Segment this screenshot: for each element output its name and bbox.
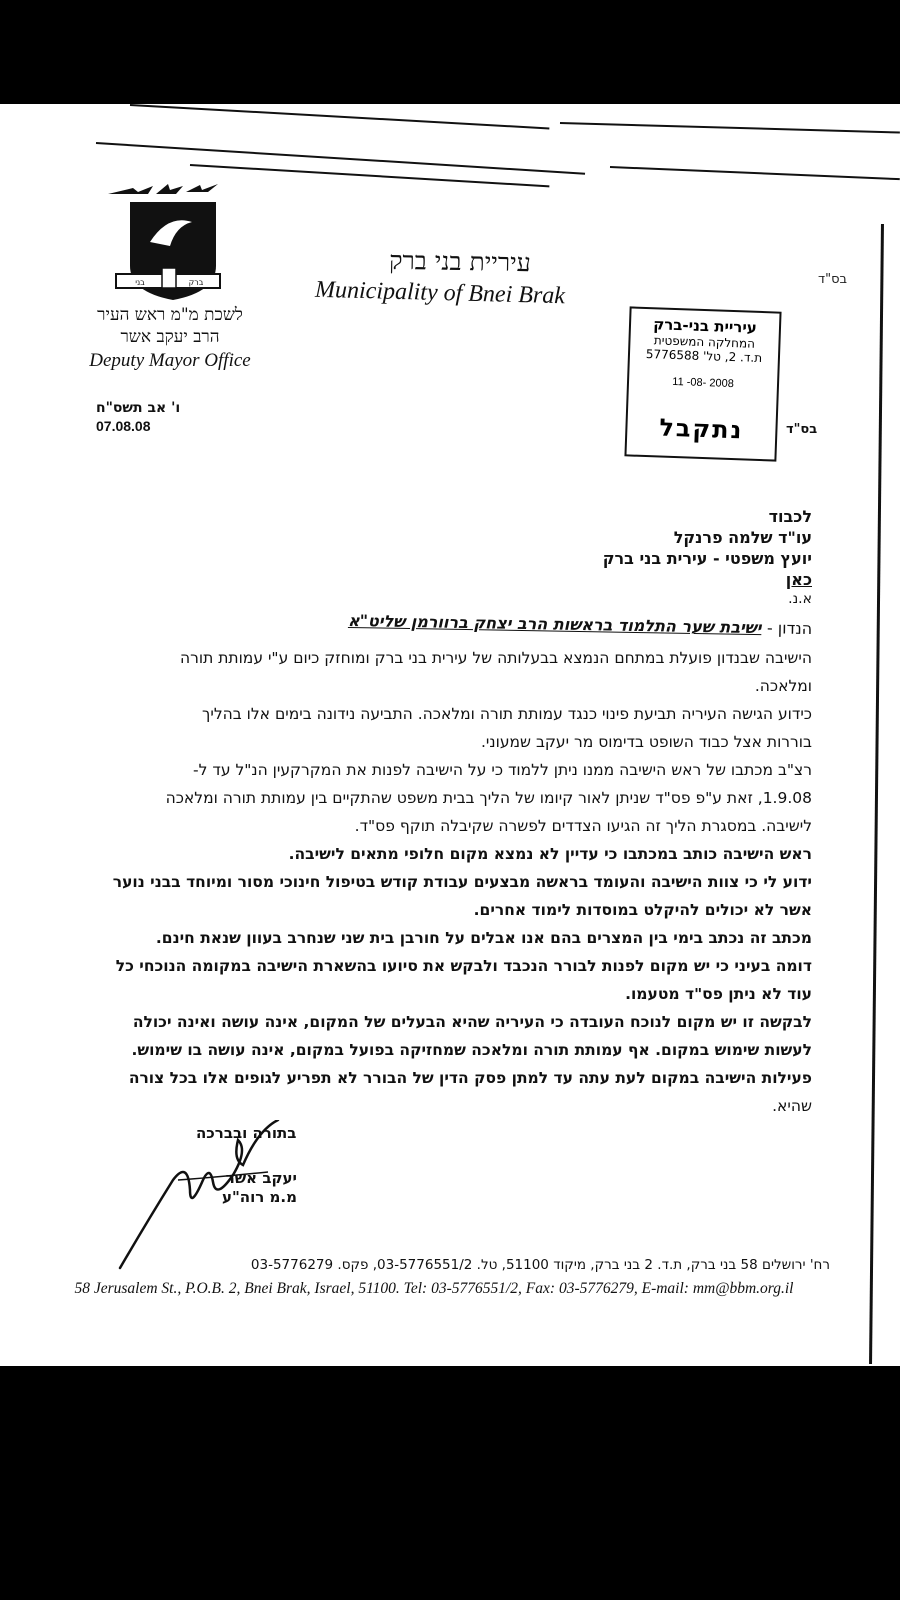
body-line: אשר לא יכולים להיקלט במוסדות לימוד אחרים. xyxy=(473,901,812,919)
stamp-status: נתקבל xyxy=(658,413,744,445)
office-name-english: Deputy Mayor Office xyxy=(89,350,251,371)
letter-body xyxy=(52,644,812,1120)
page-edge xyxy=(869,224,884,1364)
body-line: דומה בעיני כי יש מקום לפנות לבורר הנכבד ולבקש את סיועו בהשארת הישיבה במקומה הנוכחי כל xyxy=(115,957,812,975)
body-line: הישיבה שבנדון פועלת במתחם הנמצא בבעלותה של עירית בני ברק ומוחזק כיום ע"י עמותת תורה xyxy=(180,649,812,667)
signer-name: יעקב אשר xyxy=(225,1169,297,1187)
recipient-name: עו"ד שלמה פרנקל xyxy=(673,528,812,547)
stamp-contact: ת.ד. 2, טל' 5776588 xyxy=(645,346,763,366)
svg-text:בני: בני xyxy=(135,278,145,287)
greeting: א.נ. xyxy=(788,591,812,607)
recipient-salutation: לכבוד xyxy=(768,507,812,526)
bsd-second: בס"ד xyxy=(786,422,818,437)
subject-line xyxy=(348,611,812,638)
subject-text: ישיבת שער התלמוד בראשות הרב יצחק ברוורמן שליט"א xyxy=(347,610,762,638)
office-name-hebrew xyxy=(60,304,280,348)
body-line: פעילות הישיבה במקום לעת עתה עד למתן פסק הדין של הבורר לא תפריע לגופים אלו בכל צורה xyxy=(128,1069,812,1087)
scan-artifact-line xyxy=(130,104,549,129)
recipient-location: כאן xyxy=(785,570,812,589)
received-stamp xyxy=(624,306,781,461)
stamp-city: עיריית בני-ברק xyxy=(652,315,758,337)
recipient-title: יועץ משפטי - עירית בני ברק xyxy=(602,549,812,568)
footer-address-hebrew: רח' ירושלים 58 בני ברק, ת.ד. 2 בני ברק, מיקוד 51100, טל. 03-5776551/2, פקס. 03-5776279 xyxy=(250,1257,830,1273)
scan-artifact-line xyxy=(560,122,900,133)
body-line: ומלאכה. xyxy=(754,677,812,695)
body-line: לישיבה. במסגרת הליך זה הגיעו הצדדים לפשרה שקיבלה תוקף פס"ד. xyxy=(354,817,812,835)
office-line-2: הרב יעקב אשר xyxy=(120,327,220,347)
body-line: כידוע הגישה העיריה תביעת פינוי כנגד עמותת תורה ומלאכה. התביעה נידונה בימים אלו בהליך xyxy=(202,705,812,723)
bsd-header: בס"ד xyxy=(818,272,848,287)
body-line: ידוע לי כי צוות הישיבה והעומד בראשה מבצעים עבודת קודש בטיפול חינוכי מסור ומיוחד בבני נוער xyxy=(112,873,812,891)
stamp-department: המחלקה המשפטית xyxy=(653,333,756,351)
body-line: ראש הישיבה כותב במכתבו כי עדיין לא נמצא מקום חלופי מתאים לישיבה. xyxy=(288,845,812,863)
body-line: לבקשה זו יש מקום לנוכח העובדה כי העיריה שהיא הבעלים של המקום, אינה עושה ואינה יכולה xyxy=(132,1013,812,1031)
svg-text:ברק: ברק xyxy=(188,278,204,287)
body-line: עוד לא ניתן פס"ד מטעמו. xyxy=(625,985,812,1003)
gregorian-date: 07.08.08 xyxy=(96,418,151,434)
body-line: רצ"ב מכתבו של ראש הישיבה ממנו ניתן ללמוד כי על הישיבה לפנות את המקרקעין הנ"ל עד ל- xyxy=(193,761,812,779)
city-name-english: Municipality of Bnei Brak xyxy=(314,276,566,310)
footer-address-english: 58 Jerusalem St., P.O.B. 2, Bnei Brak, Israel, 51100. Tel: 03-5776551/2, Fax: 03-5776279, E-mail: mm@bbm.org.il xyxy=(74,1280,794,1297)
scan-artifact-line xyxy=(96,142,585,175)
stamp-date: 11 -08- 2008 xyxy=(672,375,735,391)
office-line-1: לשכת מ"מ ראש העיר xyxy=(97,305,243,325)
body-line: בוררות אצל כבוד השופט בדימוס מר יעקב שמעוני. xyxy=(481,733,812,751)
signer-block xyxy=(222,1169,297,1207)
hebrew-date: ו' אב תשס"ח xyxy=(96,400,181,416)
closing-salutation: בתורה ובברכה xyxy=(196,1124,297,1142)
signer-title: מ.מ רוה"ע xyxy=(222,1188,297,1206)
body-line: 1.9.08, זאת ע"פ פס"ד שניתן לאור קיומו של הליך בבית משפט שהתקיים בין עמותת תורה ומלאכה xyxy=(165,789,812,807)
city-name-hebrew: עיריית בני ברק xyxy=(388,245,532,278)
body-line: לעשות שימוש במקום. אף עמותת תורה ומלאכה שמחזיקה בפועל במקום, אינה עושה בו שימוש. xyxy=(131,1041,812,1059)
city-emblem-icon xyxy=(108,184,228,324)
scanned-letter-page xyxy=(0,104,900,1366)
body-line: מכתב זה נכתב בימי בין המצרים בהם אנו אבלים על חורבן בית שני שנחרב בעוון שנאת חינם. xyxy=(155,929,812,947)
scan-artifact-line xyxy=(610,166,900,180)
recipient-block xyxy=(603,506,812,590)
body-line: שהיא. xyxy=(772,1097,812,1115)
subject-label: הנדון - xyxy=(766,618,813,639)
